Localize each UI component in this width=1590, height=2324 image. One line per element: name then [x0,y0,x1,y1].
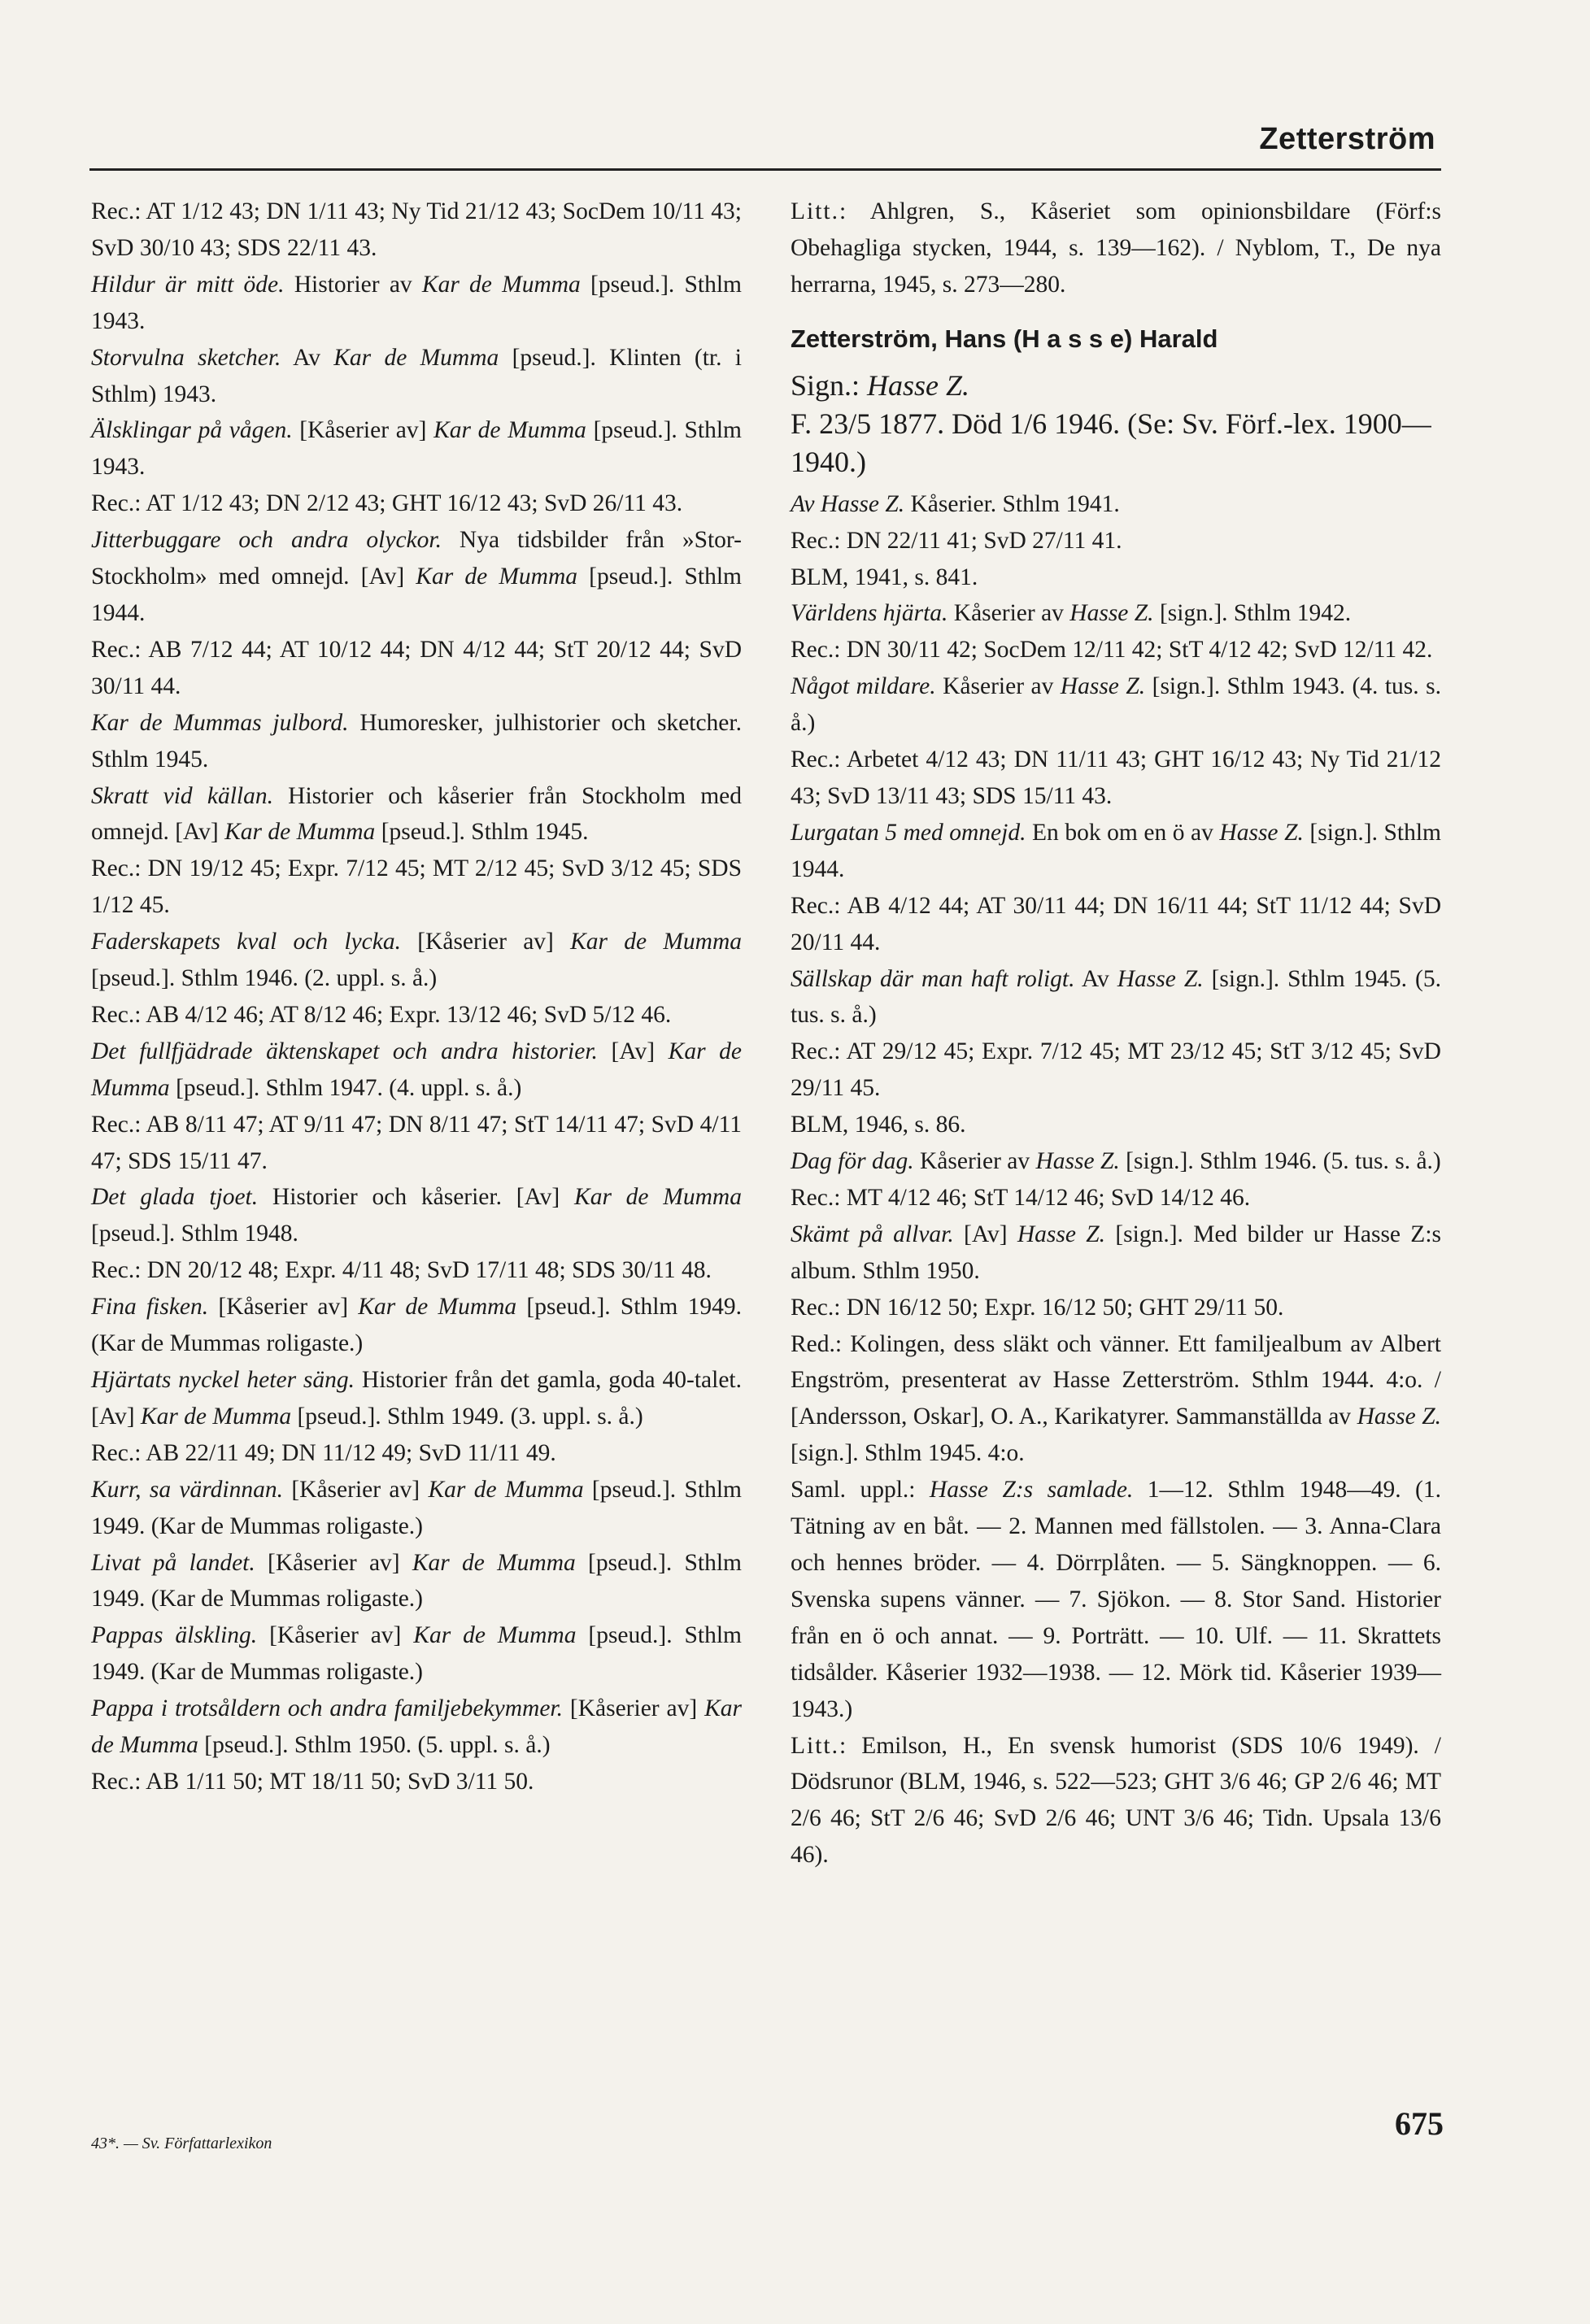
bibliography-entry: Lurgatan 5 med omnejd. En bok om en ö av Hasse Z. [sign.]. Sthlm 1944. [791,819,1442,882]
bibliography-entry: Fina fisken. [Kåserier av] Kar de Mumma [pseud.]. Sthlm 1949. (Kar de Mummas roligaste.) [91,1294,742,1357]
bibliography-entry: Rec.: AB 7/12 44; AT 10/12 44; DN 4/12 44; StT 20/12 44; SvD 30/11 44. [91,636,742,699]
bibliography-entry: Rec.: DN 22/11 41; SvD 27/11 41. [791,527,1122,554]
bibliography-entry: Rec.: AT 29/12 45; Expr. 7/12 45; MT 23/12 45; StT 3/12 45; SvD 29/11 45. [791,1038,1441,1102]
bibliography-entry: Kar de Mummas julbord. Humoresker, julhistorier och sketcher. Sthlm 1945. [91,709,742,772]
page-number: 675 [1395,2105,1444,2142]
signature-line: Sign.: Hasse Z. [791,368,970,402]
bibliography-entry: Rec.: AB 22/11 49; DN 11/12 49; SvD 11/11 49. [91,1439,556,1466]
birth-death-line: F. 23/5 1877. Död 1/6 1946. (Se: Sv. Förf.-lex. 1900—1940.) [791,407,1431,478]
header-rule [89,168,1441,171]
bibliography-entry: Det fullfjädrade äktenskapet och andra historier. [Av] Kar de Mumma [pseud.]. Sthlm 1947. (4. uppl. s. å.) [91,1038,743,1101]
bibliography-entry: Rec.: AB 1/11 50; MT 18/11 50; SvD 3/11 50. [91,1768,534,1795]
bibliography-entry: Pappas älskling. [Kåserier av] Kar de Mumma [pseud.]. Sthlm 1949. (Kar de Mummas roligaste.) [91,1622,742,1686]
bibliography-entry: Rec.: AB 4/12 46; AT 8/12 46; Expr. 13/12 46; SvD 5/12 46. [91,1001,672,1028]
bibliography-entry: Rec.: AB 8/11 47; AT 9/11 47; DN 8/11 47; StT 14/11 47; SvD 4/11 47; SDS 15/11 47. [91,1111,742,1174]
bibliography-entry: Rec.: DN 30/11 42; SocDem 12/11 42; StT 4/12 42; SvD 12/11 42. [791,637,1433,664]
bibliography-entry: Skämt på allvar. [Av] Hasse Z. [sign.]. Med bilder ur Hasse Z:s album. Sthlm 1950. [791,1221,1442,1284]
right-entries [791,486,1441,1874]
bibliography-entry: Dag för dag. Kåserier av Hasse Z. [sign.]. Sthlm 1946. (5. tus. s. å.) [791,1148,1441,1175]
footer-signature: 43*. — Sv. Författarlexikon [91,2135,272,2152]
bibliography-entry: Rec.: Arbetet 4/12 43; DN 11/11 43; GHT 16/12 43; Ny Tid 21/12 43; SvD 13/11 43; SDS 15/11 43. [791,746,1441,809]
bibliography-entry: Hildur är mitt öde. Historier av Kar de Mumma [pseud.]. Sthlm 1943. [91,271,742,334]
bibliography-entry: Red.: Kolingen, dess släkt och vänner. Ett familjealbum av Albert Engström, presenterat av Hasse Zetterström. Sthlm 1944. 4:o. / [Andersson, Oskar], O. A., Karikatyrer. Sammanställda av Hasse Z. [sign.]. Sthlm 1945. 4:o. [791,1330,1442,1467]
bibliography-entry: Litt.: Emilson, H., En svensk humorist (SDS 10/6 1949). / Dödsrunor (BLM, 1946, s. 522—523; GHT 3/6 46; GP 2/6 46; MT 2/6 46; StT 2/6 46; SvD 2/6 46; UNT 3/6 46; Tidn. Upsala 13/6 46). [791,1732,1441,1869]
bibliography-entry: Pappa i trotsåldern och andra familjebekymmer. [Kåserier av] Kar de Mumma [pseud.]. Sthlm 1950. (5. uppl. s. å.) [91,1695,742,1759]
right-column [791,194,1441,1874]
bibliography-entry: Det glada tjoet. Historier och kåserier. [Av] Kar de Mumma [pseud.]. Sthlm 1948. [91,1184,742,1247]
bibliography-entry: Rec.: AT 1/12 43; DN 2/12 43; GHT 16/12 43; SvD 26/11 43. [91,490,683,517]
running-head: Zetterström [1259,122,1435,156]
bibliography-entry: Något mildare. Kåserier av Hasse Z. [sign.]. Sthlm 1943. (4. tus. s. å.) [791,673,1441,737]
bibliography-entry: Saml. uppl.: Hasse Z:s samlade. 1—12. Sthlm 1948—49. (1. Tätning av en båt. — 2. Mannen med fällstolen. — 3. Anna-Clara och hennes bröder. — 4. Dörrplåten. — 5. Sängknoppen. — 6. Svenska supens vänner. — 7. Sjökon. — 8. Stor Sand. Historier från en ö och annat. — 9. Porträtt. — 10. Ulf. — 11. Skrattets tidsålder. Kåserier 1932—1938. — 12. Mörk tid. Kåserier 1939—1943.) [791,1477,1441,1722]
bibliography-entry: Faderskapets kval och lycka. [Kåserier av] Kar de Mumma [pseud.]. Sthlm 1946. (2. uppl. s. å.) [91,929,742,992]
bibliography-entry: Rec.: MT 4/12 46; StT 14/12 46; SvD 14/12 46. [791,1184,1251,1211]
bibliography-entry: Kurr, sa värdinnan. [Kåserier av] Kar de Mumma [pseud.]. Sthlm 1949. (Kar de Mummas roligaste.) [91,1476,742,1539]
bibliography-entry: Rec.: DN 16/12 50; Expr. 16/12 50; GHT 29/11 50. [791,1294,1284,1321]
bibliography-entry: BLM, 1946, s. 86. [791,1112,966,1138]
bibliography-entry: Livat på landet. [Kåserier av] Kar de Mumma [pseud.]. Sthlm 1949. (Kar de Mummas roligaste.) [91,1549,742,1612]
bibliography-entry: Storvulna sketcher. Av Kar de Mumma [pseud.]. Klinten (tr. i Sthlm) 1943. [91,344,742,407]
bibliography-entry: Rec.: AT 1/12 43; DN 1/11 43; Ny Tid 21/12 43; SocDem 10/11 43; SvD 30/10 43; SDS 22/11 43. [91,198,742,261]
bibliography-entry: Rec.: DN 19/12 45; Expr. 7/12 45; MT 2/12 45; SvD 3/12 45; SDS 1/12 45. [91,855,742,919]
bibliography-entry: Jitterbuggare och andra olyckor. Nya tidsbilder från »Stor-Stockholm» med omnejd. [Av] Kar de Mumma [pseud.]. Sthlm 1944. [91,527,742,626]
bibliography-entry: Av Hasse Z. Kåserier. Sthlm 1941. [791,490,1120,517]
left-column [91,194,742,1800]
bibliography-entry: Hjärtats nyckel heter säng. Historier från det gamla, goda 40-talet. [Av] Kar de Mumma [pseud.]. Sthlm 1949. (3. uppl. s. å.) [91,1367,742,1430]
bibliography-entry: Rec.: DN 20/12 48; Expr. 4/11 48; SvD 17/11 48; SDS 30/11 48. [91,1257,712,1284]
literature-note: Litt.: Ahlgren, S., Kåseriet som opinionsbildare (Förf:s Obehagliga stycken, 1944, s. 139—162). / Nyblom, T., De nya herrarna, 1945, s. 273—280. [791,198,1441,298]
bibliography-entry: Rec.: AB 4/12 44; AT 30/11 44; DN 16/11 44; StT 11/12 44; SvD 20/11 44. [791,892,1441,955]
entry-heading: Zetterström, Hans (H a s s e) Harald [791,324,1218,353]
bibliography-entry: BLM, 1941, s. 841. [791,564,978,590]
bibliography-entry: Älsklingar på vågen. [Kåserier av] Kar de Mumma [pseud.]. Sthlm 1943. [91,417,742,481]
bibliography-entry: Världens hjärta. Kåserier av Hasse Z. [sign.]. Sthlm 1942. [791,600,1352,627]
bibliography-entry: Sällskap där man haft roligt. Av Hasse Z. [sign.]. Sthlm 1945. (5. tus. s. å.) [791,965,1441,1029]
bibliography-entry: Skratt vid källan. Historier och kåserier från Stockholm med omnejd. [Av] Kar de Mumma [pseud.]. Sthlm 1945. [91,782,742,846]
